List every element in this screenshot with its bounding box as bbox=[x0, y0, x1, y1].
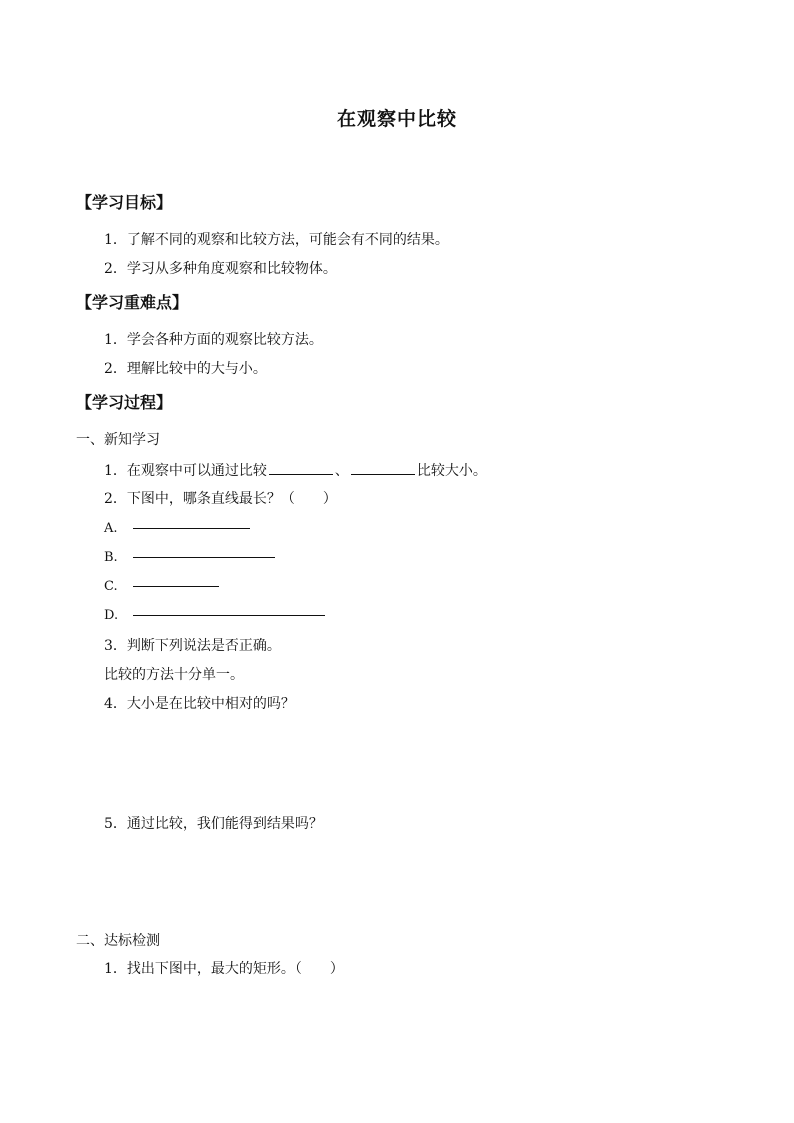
page-title: 在观察中比较 bbox=[336, 108, 457, 130]
goals-heading: 【学习目标】 bbox=[76, 193, 173, 212]
question-1-separator: 、 bbox=[334, 463, 349, 479]
option-b-line bbox=[133, 557, 275, 558]
process-heading: 【学习过程】 bbox=[76, 393, 173, 412]
goal-item-1: 1．了解不同的观察和比较方法，可能会有不同的结果。 bbox=[104, 232, 449, 248]
part2-heading: 二、达标检测 bbox=[76, 933, 160, 949]
part1-heading: 一、新知学习 bbox=[76, 432, 160, 448]
option-a-label: A. bbox=[104, 521, 118, 536]
question-3-statement: 比较的方法十分单一。 bbox=[104, 667, 244, 683]
question-5: 5．通过比较，我们能得到结果吗？ bbox=[104, 816, 323, 832]
option-c-line bbox=[133, 586, 219, 587]
question-1 bbox=[104, 461, 487, 481]
answer-blank-1 bbox=[269, 461, 333, 475]
option-b-label: B. bbox=[104, 550, 118, 565]
key-points-heading: 【学习重难点】 bbox=[76, 293, 189, 312]
question-2: 2．下图中，哪条直线最长？（ ） bbox=[104, 491, 337, 507]
option-a-line bbox=[133, 528, 250, 529]
question-1-suffix: 比较大小。 bbox=[416, 463, 487, 479]
question-1-prefix: 1．在观察中可以通过比较 bbox=[104, 463, 267, 479]
question-4: 4．大小是在比较中相对的吗？ bbox=[104, 696, 295, 712]
option-c-label: C. bbox=[104, 579, 118, 594]
goal-item-2: 2．学习从多种角度观察和比较物体。 bbox=[104, 261, 337, 277]
answer-blank-2 bbox=[351, 461, 415, 475]
key-point-item-1: 1．学会各种方面的观察比较方法。 bbox=[104, 332, 323, 348]
option-d-line bbox=[133, 615, 325, 616]
option-d-label: D. bbox=[104, 608, 119, 623]
key-point-item-2: 2．理解比较中的大与小。 bbox=[104, 361, 267, 377]
question-3: 3．判断下列说法是否正确。 bbox=[104, 638, 281, 654]
check-question-1: 1．找出下图中，最大的矩形。（ ） bbox=[104, 961, 344, 977]
